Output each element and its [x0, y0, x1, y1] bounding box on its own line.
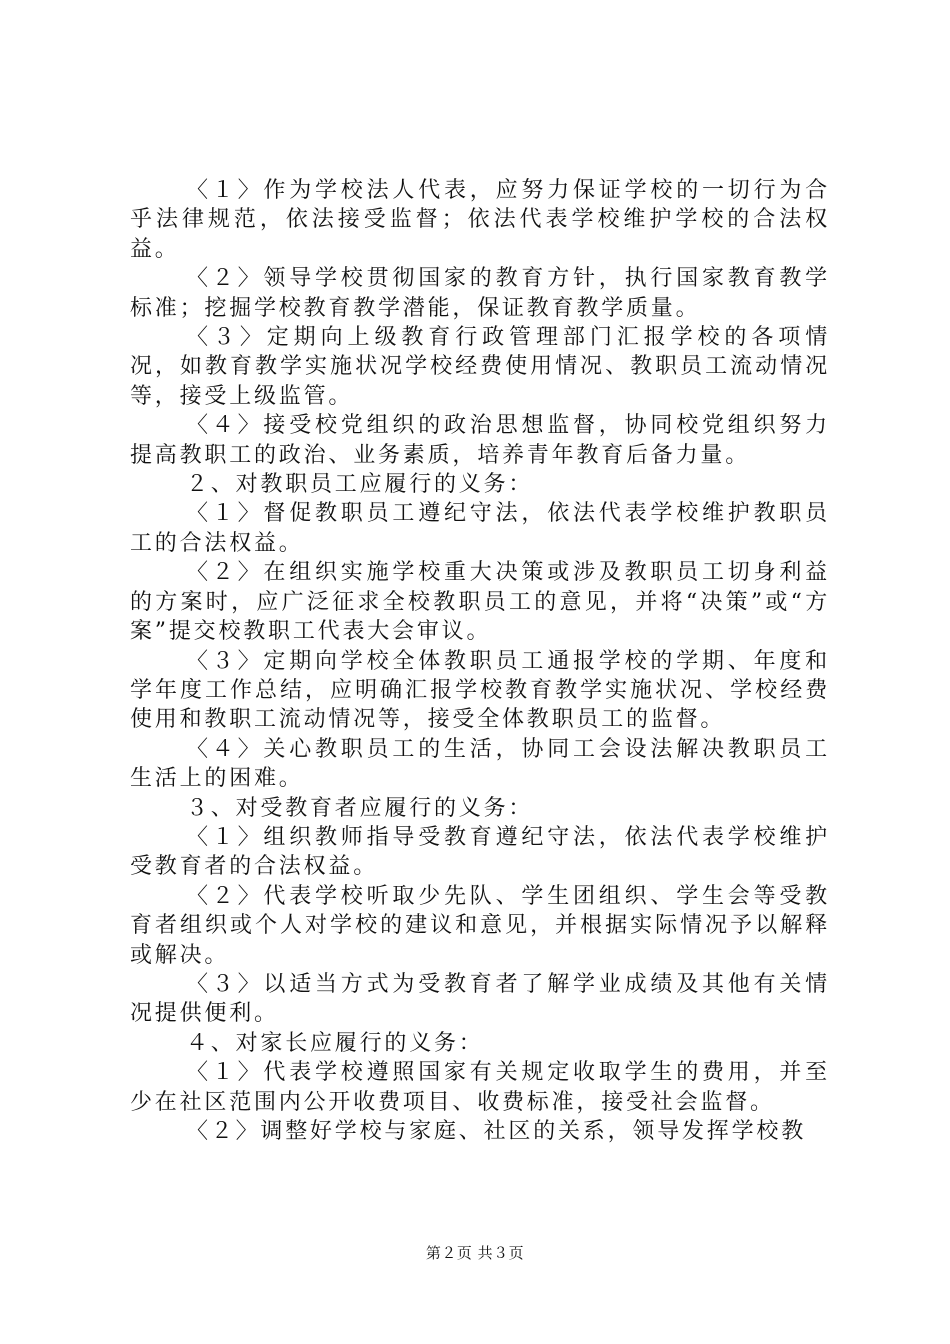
- document-body: [130, 176, 830, 1146]
- section-heading: ４、对家长应履行的义务：: [186, 1030, 484, 1056]
- paragraph: 〈１〉组织教师指导受教育遵纪守法，依法代表学校维护受教育者的合法权益。: [130, 824, 830, 880]
- paragraph: 〈３〉定期向上级教育行政管理部门汇报学校的各项情况，如教育教学实施状况学校经费使用情况、教职员工流动情况等，接受上级监管。: [130, 325, 830, 409]
- paragraph: 〈１〉作为学校法人代表，应努力保证学校的一切行为合乎法律规范，依法接受监督；依法代表学校维护学校的合法权益。: [130, 178, 830, 262]
- section-heading: ２、对教职员工应履行的义务：: [186, 472, 534, 498]
- paragraph: 〈４〉关心教职员工的生活，协同工会设法解决教职员工生活上的困难。: [130, 736, 830, 792]
- section-heading: ３、对受教育者应履行的义务：: [186, 795, 534, 821]
- paragraph: 〈２〉调整好学校与家庭、社区的关系，领导发挥学校教: [186, 1119, 807, 1144]
- paragraph: 〈３〉定期向学校全体教职员工通报学校的学期、年度和学年度工作总结，应明确汇报学校教育教学实施状况、学校经费使用和教职工流动情况等，接受全体教职员工的监督。: [130, 648, 830, 733]
- paragraph: 〈１〉督促教职员工遵纪守法，依法代表学校维护教职员工的合法权益。: [130, 501, 830, 556]
- paragraph: 〈２〉领导学校贯彻国家的教育方针，执行国家教育教学标准；挖掘学校教育教学潜能，保证教育教学质量。: [130, 266, 830, 321]
- paragraph: 〈３〉以适当方式为受教育者了解学业成绩及其他有关情况提供便利。: [130, 971, 830, 1027]
- paragraph: 〈２〉代表学校听取少先队、学生团组织、学生会等受教育者组织或个人对学校的建议和意见，并根据实际情况予以解释或解决。: [130, 883, 830, 968]
- paragraph: 〈２〉在组织实施学校重大决策或涉及教职员工切身利益的方案时，应广泛征求全校教职员工的意见，并将“决策”或“方案”提交校教职工代表大会审议。: [130, 560, 830, 645]
- paragraph: 〈４〉接受校党组织的政治思想监督，协同校党组织努力提高教职工的政治、业务素质，培养青年教育后备力量。: [130, 413, 830, 468]
- page-number-footer: 第２页 共３页: [425, 1244, 525, 1262]
- paragraph: 〈１〉代表学校遵照国家有关规定收取学生的费用，并至少在社区范围内公开收费项目、收费标准，接受社会监督。: [130, 1060, 830, 1115]
